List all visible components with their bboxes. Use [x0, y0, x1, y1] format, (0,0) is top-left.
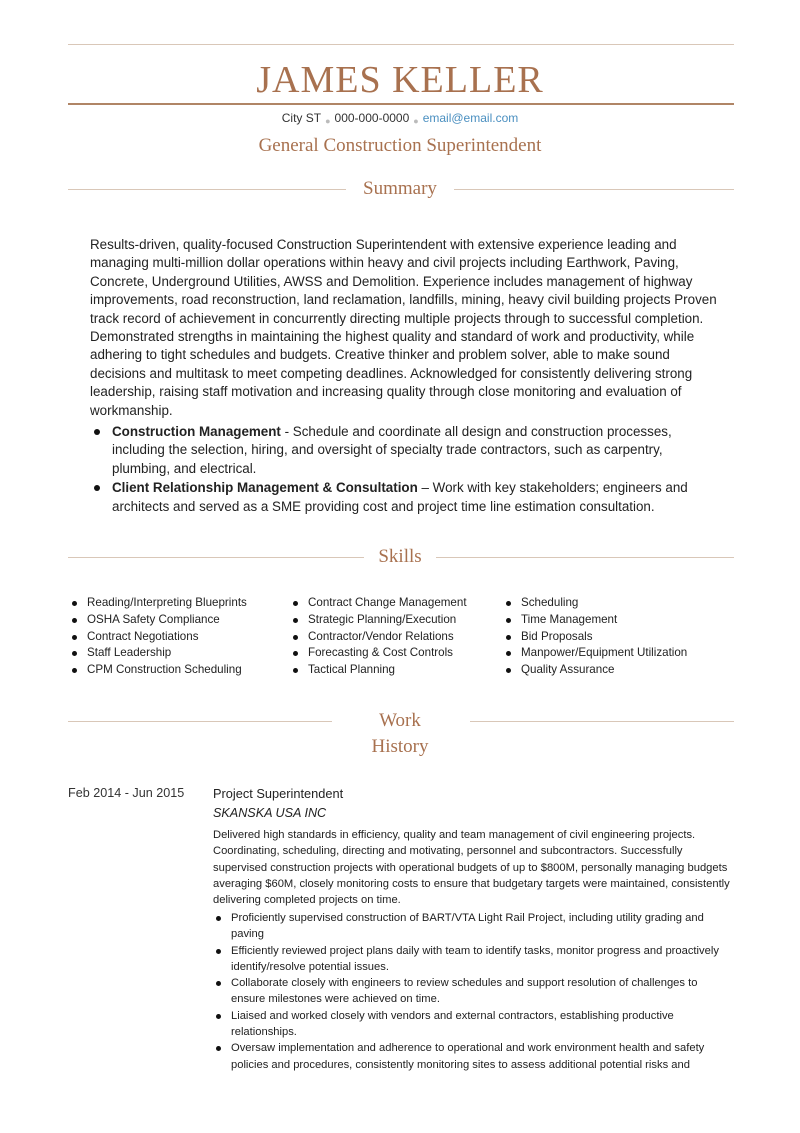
skills-heading: Skills — [378, 546, 422, 567]
email-link[interactable]: email@email.com — [422, 111, 519, 125]
list-item: Contractor/Vendor Relations — [291, 629, 467, 646]
name-underline — [68, 103, 734, 105]
location: City ST — [281, 111, 322, 125]
list-item: Liaised and worked closely with vendors and external contractors, establishing productive relationships. — [213, 1008, 733, 1041]
candidate-name: JAMES KELLER — [256, 59, 544, 101]
bullet-label: Client Relationship Management & Consultation — [112, 480, 418, 496]
list-item: OSHA Safety Compliance — [70, 612, 247, 629]
list-item: CPM Construction Scheduling — [70, 662, 247, 679]
list-item: Collaborate closely with engineers to review schedules and support resolution of challenges to ensure milestones were achieved on time. — [213, 975, 733, 1008]
job-title: General Construction Superintendent — [258, 135, 542, 156]
list-item: Contract Change Management — [291, 595, 467, 612]
work-heading-line2: History — [371, 736, 429, 757]
summary-heading: Summary — [363, 178, 437, 199]
list-item: Efficiently reviewed project plans daily with team to identify tasks, monitor progress and proactively identify/resolve potential issues. — [213, 943, 733, 976]
phone: 000-000-0000 — [334, 111, 410, 125]
list-item: Tactical Planning — [291, 662, 467, 679]
job-description: Delivered high standards in efficiency, quality and team management of civil engineering projects. Coordinating, scheduling, directing and motivating, personnel and subcontractors. Successfully supervised construction projects with operational budgets of up to $800M, personally managing budgets averaging $60M, closely monitoring costs to ensure that budgetary targets were maintained, consistently delivering completed projects on time. — [213, 829, 730, 907]
bullet-label: Construction Management — [112, 424, 281, 439]
job-role: Project Superintendent — [213, 786, 344, 801]
separator-dot-icon: ● — [325, 116, 331, 126]
bullet-text: – Work with key stakeholders; engineers and architects and served as a SME providing cost and project time line estimation consultation. — [112, 480, 688, 514]
list-item — [90, 423, 720, 478]
list-item: Staff Leadership — [70, 645, 247, 662]
skills-column-3 — [504, 595, 687, 679]
list-item: Quality Assurance — [504, 662, 687, 679]
list-item: Bid Proposals — [504, 629, 687, 646]
list-item: Oversaw implementation and adherence to operational and work environment health and safety policies and procedures, consistently monitoring sites to assess additional potential risks and — [213, 1040, 733, 1073]
list-item: Forecasting & Cost Controls — [291, 645, 467, 662]
list-item: Manpower/Equipment Utilization — [504, 645, 687, 662]
list-item: Proficiently supervised construction of BART/VTA Light Rail Project, including utility grading and paving — [213, 910, 733, 943]
summary-bullets — [90, 423, 720, 517]
bullet-text: - Schedule and coordinate all design and construction processes, including the selection, hiring, and oversight of specialty trade contractors, such as carpentry, plumbing, and electrical. — [112, 424, 672, 476]
list-item: Strategic Planning/Execution — [291, 612, 467, 629]
list-item: Contract Negotiations — [70, 629, 247, 646]
list-item — [90, 479, 720, 516]
separator-dot-icon: ● — [413, 116, 419, 126]
work-heading-line1: Work — [379, 710, 421, 731]
summary-paragraph: Results-driven, quality-focused Construction Superintendent with extensive experience leading and managing multi-million dollar operations within heavy and civil projects including Earthwork, Paving, Concrete, Underground Utilities, AWSS and Demolition. Experience includes management of highway improvements, road reconstruction, land reclamation, landfills, mining, heavy civil building projects Proven track record of achievement in concurrently directing multiple projects through to successful completion. Demonstrated strengths in maintaining the highest quality and standard of work and productivity, while adhering to tight schedules and budgets. Creative thinker and problem solver, able to make sound decisions and multitask to meet competing deadlines. Acknowledged for consistently delivering strong leadership, raising staff motivation and increasing quality through close monitoring and evaluation of workmanship. — [90, 237, 717, 418]
job-company: SKANSKA USA INC — [213, 806, 327, 820]
list-item: Time Management — [504, 612, 687, 629]
job-bullets — [213, 910, 733, 1073]
list-item: Reading/Interpreting Blueprints — [70, 595, 247, 612]
list-item: Scheduling — [504, 595, 687, 612]
top-rule — [68, 44, 734, 45]
contact-line — [0, 111, 800, 125]
skills-column-1 — [70, 595, 247, 679]
skills-column-2 — [291, 595, 467, 679]
job-dates: Feb 2014 - Jun 2015 — [68, 786, 185, 800]
